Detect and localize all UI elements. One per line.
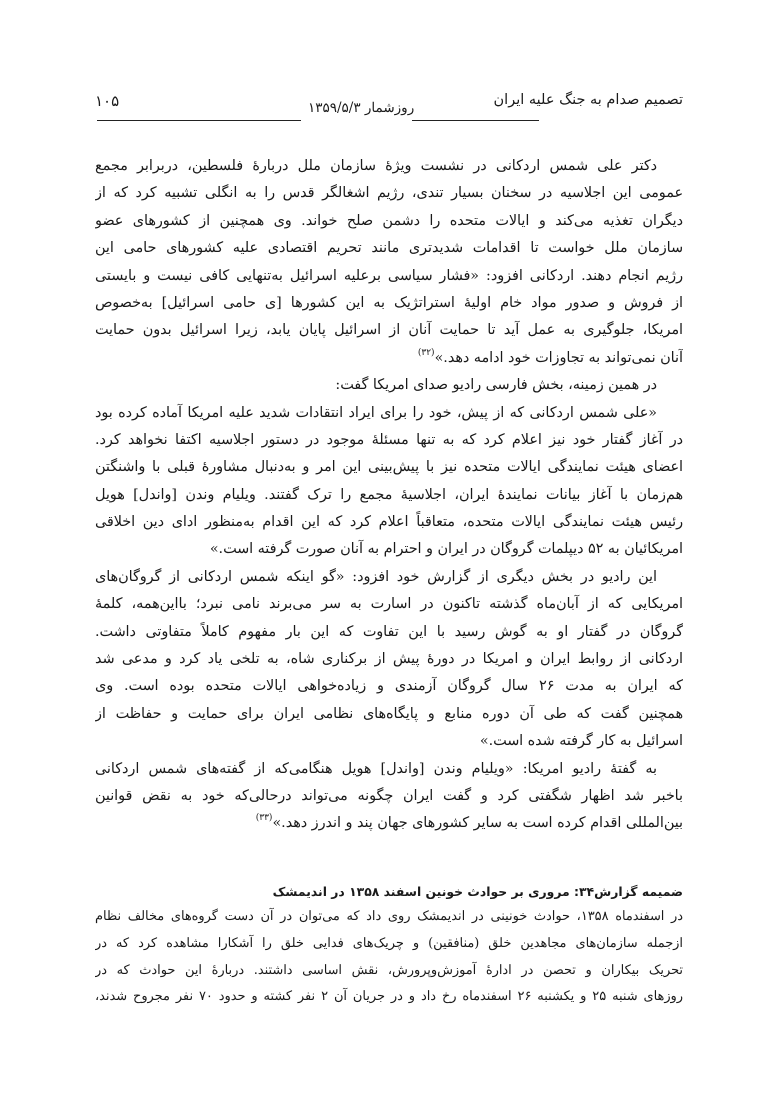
text-line: اسرائیل به کار گرفته شده است.» xyxy=(479,733,683,750)
text-line: دکتر علی شمس اردکانی در نشست ویژهٔ سازمان ملل دربارهٔ فلسطین، دربرابر مجمع xyxy=(95,158,657,174)
text-line: در همین زمینه، بخش فارسی رادیو صدای امریکا گفت: xyxy=(335,377,657,394)
main-text xyxy=(95,153,683,838)
text-line-content: بین‌المللی اقدام کرده است به سایر کشورهای جهان پند و اندرز دهد.» xyxy=(272,815,683,832)
text-line: این رادیو در بخش دیگری از گزارش خود افزود: «گو اینکه شمس اردکانی از گروگان‌های xyxy=(95,568,657,585)
running-header-book-title: تصمیم صدام به جنگ علیه ایران xyxy=(493,92,683,108)
header-rule-right xyxy=(412,120,539,121)
text-line: امریکایی که از آبان‌ماه گذشته تاکنون در اسارت به سر می‌برند نامی نبرد؛ بااین‌همه، کلمهٔ xyxy=(95,596,683,613)
text-line: گروگان در گفتار او به گوش رسید با این تفاوت که این بار مفهوم کاملاً متفاوتی داشت. xyxy=(95,623,683,640)
text-line: که ایران به مدت ۲۶ سال گروگان آزمندی و زیاده‌خواهی ایالات متحده بوده است. وی xyxy=(95,678,683,695)
text-line: به گفتهٔ رادیو امریکا: «ویلیام وندن [واندل] هویل هنگامی‌که از گفته‌های شمس اردکانی xyxy=(95,760,657,777)
appendix-section xyxy=(95,880,683,1011)
page-number: ۱۰۵ xyxy=(95,92,120,110)
footnote-mark: (۳۳) xyxy=(255,813,273,824)
running-header xyxy=(95,92,683,122)
text-line: در آغاز گفتار خود نیز اعلام کرد که به تنها مسئلهٔ موجود در دستور اجلاسیه اکتفا نخواهد کرد. xyxy=(95,431,683,448)
text-line: امریکائیان به ۵۲ دیپلمات گروگان در ایران و احترام به آنان صورت گرفته است.» xyxy=(209,541,683,558)
appendix-title: ضمیمه گزارش۳۴: مروری بر حوادث خونین اسفند ۱۳۵۸ در اندیمشک xyxy=(272,884,683,899)
text-line: دیگران تغذیه می‌کند و ایالات متحده را دشمن صلح خواند. وی همچنین از کشورهای عضو xyxy=(95,212,683,229)
footnote-mark: (۳۲) xyxy=(417,347,435,358)
text-line: رژیم انجام دهند. اردکانی افزود: «فشار سیاسی برعلیه اسرائیل به‌تنهایی کافی نیست و بایستی xyxy=(95,267,683,284)
text-line: باخبر شد اظهار شگفتی کرد و گفت ایران چگونه می‌تواند درحالی‌که خود به نقض قوانین xyxy=(95,787,683,804)
text-line: «علی شمس اردکانی که از پیش، خود را برای ایراد انتقادات شدید علیه امریکا آماده کرده بود xyxy=(95,404,657,421)
appendix-line: تحریک بیکاران و تحصن در ادارهٔ آموزش‌وپرورش، نقش اساسی داشتند. دربارهٔ این حوادث که در xyxy=(95,962,683,978)
text-line: امریکا، جلوگیری به عمل آید تا حمایت آنان از اسرائیل پایان یابد، زیرا اسرائیل بدون حمایت xyxy=(95,322,683,339)
appendix-line: روزهای شنبه ۲۵ و یکشنبه ۲۶ اسفندماه رخ داد و در جریان آن ۲ نفر کشته و حدود ۷۰ نفر مجروح شدند، xyxy=(95,989,683,1005)
text-line: سازمان ملل خواست تا اقدامات شدیدتری مانند تحریم اقتصادی علیه کشورهای حامی این xyxy=(95,240,683,257)
text-line: عمومی این اجلاسیه در سخنان بسیار تندی، رژیم اشغالگر قدس را به انگلی تشبیه کرد که از xyxy=(95,185,683,202)
appendix-line: ازجمله سازمان‌های مجاهدین خلق (منافقین) و چریک‌های فدایی خلق را آشکارا مشاهده کرد که در xyxy=(95,935,683,951)
text-line: اردکانی از روابط ایران و امریکا در دورهٔ پیش از برکناری شاه، به تلخی یاد کرد و مدعی شد xyxy=(95,651,683,668)
text-line-content: آنان نمی‌تواند به تجاوزات خود ادامه دهد.» xyxy=(434,349,683,366)
header-rule-left xyxy=(97,120,301,121)
appendix-line: در اسفندماه ۱۳۵۸، حوادث خونینی در اندیمشک روی داد که می‌توان در آن دست گروه‌های مخالف نظام xyxy=(95,909,683,924)
text-line: رئیس هیئت نمایندگی ایالات متحده، متعاقباً اعلام کرد که این اقدام به‌منظور ادای دین اخلاقی xyxy=(95,514,683,531)
text-line: اعضای هیئت نمایندگی ایالات متحده نیز با پیش‌بینی این امر و به‌دنبال مشاورهٔ قبلی با واشنگتن xyxy=(95,459,683,476)
text-line: از فروش و صدور مواد خام اولیهٔ استراتژیک به این کشورها [ی حامی اسرائیل] به‌خصوص xyxy=(95,294,683,311)
text-line xyxy=(95,810,683,837)
text-line: همچنین گفت که طی آن دوره منابع و پایگاه‌های نظامی ایران برای حمایت و حفاظت از xyxy=(95,705,683,722)
text-line: هم‌زمان با آغاز بیانات نمایندهٔ ایران، اجلاسیهٔ مجمع را ترک گفتند. ویلیام وندن [واندل] هویل xyxy=(95,486,683,503)
text-line xyxy=(95,345,683,372)
running-header-diary-date: روزشمار ۱۳۵۹/۵/۳ xyxy=(308,100,415,116)
